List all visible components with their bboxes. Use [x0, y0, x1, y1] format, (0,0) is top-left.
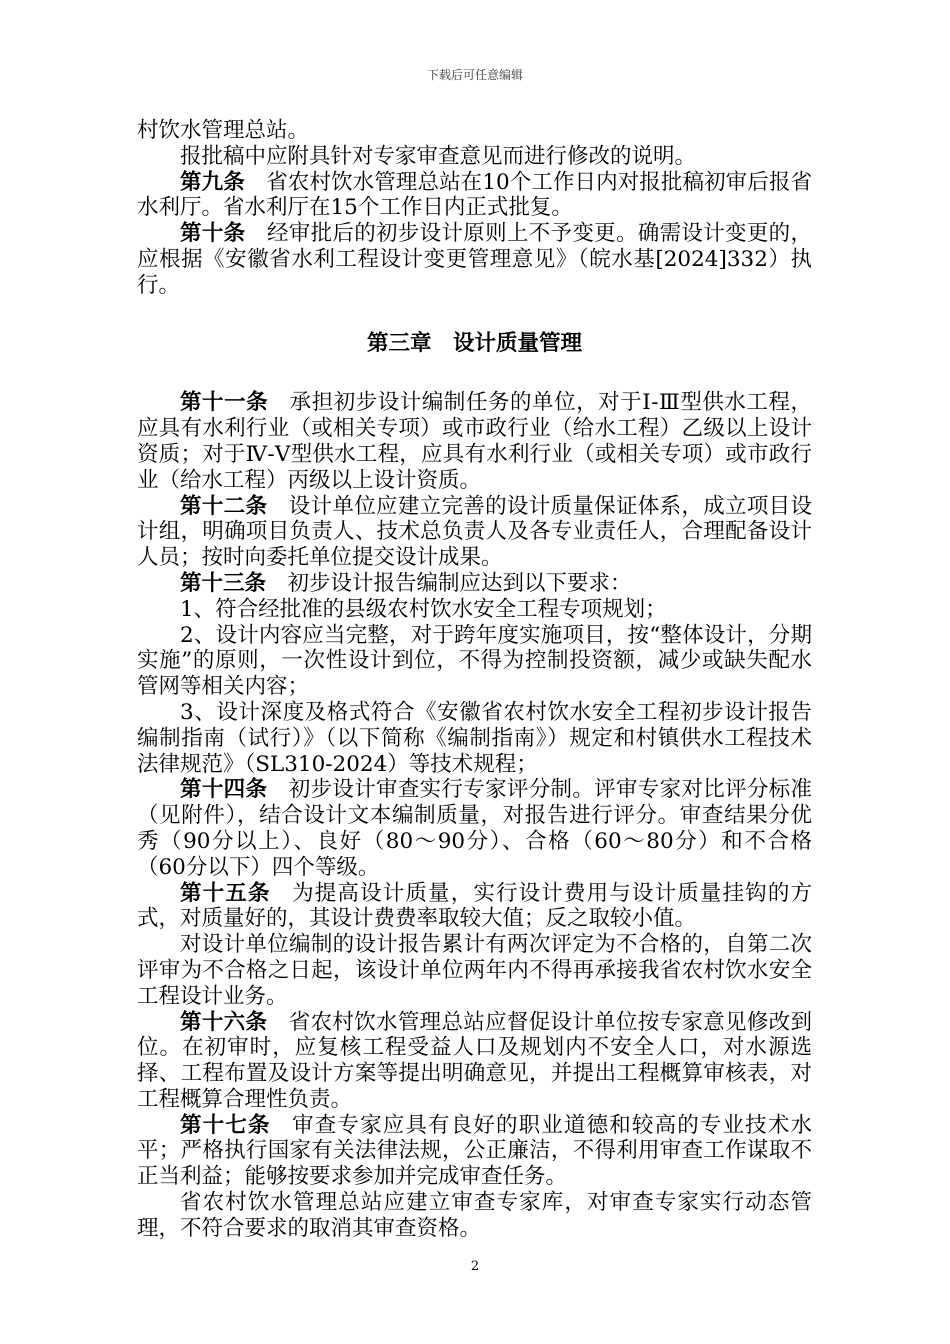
paragraph-text: 承担初步设计编制任务的单位，对于Ⅰ-Ⅲ型供水工程，应具有水利行业（或相关专项）或市政行业（给水工程）乙级以上设计资质；对于Ⅳ-Ⅴ型供水工程，应具有水利行业（或相关专项）或市政行业（给水工程）丙级以上设计资质。	[137, 390, 812, 493]
article-label: 第十三条	[180, 570, 267, 596]
paragraph	[137, 221, 812, 298]
article-label: 第十七条	[180, 1112, 271, 1138]
paragraph-text: 审查专家应具有良好的职业道德和较高的专业技术水平；严格执行国家有关法律法规，公正廉洁，不得利用审查工作谋取不正当利益；能够按要求参加并完成审查任务。	[137, 1112, 812, 1190]
article-label: 第十一条	[180, 390, 269, 416]
page-number: 2	[470, 1259, 480, 1274]
document-body	[137, 118, 812, 1242]
paragraph	[137, 144, 812, 170]
article-label: 第十五条	[180, 880, 271, 906]
paragraph-text: 省农村饮水管理总站在10个工作日内对报批稿初审后报省水利厅。省水利厅在15个工作日内正式批复。	[137, 169, 812, 221]
paragraph-text: 3、设计深度及格式符合《安徽省农村饮水安全工程初步设计报告编制指南（试行）》（以下简称《编制指南》）规定和村镇供水工程技术法律规范》（SL310-2024）等技术规程；	[137, 699, 812, 777]
paragraph-text: 报批稿中应附具针对专家审查意见而进行修改的说明。	[180, 143, 697, 169]
paragraph	[137, 390, 812, 493]
paragraph-text: 初步设计审查实行专家评分制。评审专家对比评分标准（见附件），结合设计文本编制质量，对报告进行评分。审查结果分优秀（90分以上）、良好（80～90分）、合格（60～80分）和不合格（60分以下）四个等级。	[137, 777, 812, 880]
paragraph	[137, 170, 812, 222]
page-header: 下载后可任意编辑	[426, 68, 523, 82]
paragraph-text: 村饮水管理总站。	[137, 118, 310, 143]
paragraph	[137, 881, 812, 933]
chapter-title: 第三章 设计质量管理	[366, 330, 582, 356]
paragraph-text: 2、设计内容应当完整，对于跨年度实施项目，按“整体设计，分期实施”的原则，一次性设计到位，不得为控制投资额，减少或缺失配水管网等相关内容；	[137, 622, 812, 700]
paragraph	[137, 623, 812, 700]
paragraph-text: 省农村饮水管理总站应督促设计单位按专家意见修改到位。在初审时，应复核工程受益人口及规划内不安全人口，对水源选择、工程布置及设计方案等提出明确意见，并提出工程概算审核表，对工程概算合理性负责。	[137, 1009, 812, 1112]
paragraph-group-chapter-2-end	[137, 118, 812, 299]
paragraph-text: 为提高设计质量，实行设计费用与设计质量挂钩的方式，对质量好的，其设计费费率取较大值；反之取较小值。	[137, 880, 812, 932]
paragraph	[137, 571, 812, 597]
paragraph	[137, 1113, 812, 1190]
paragraph	[137, 494, 812, 571]
article-label: 第九条	[180, 169, 245, 195]
article-label: 第十四条	[180, 777, 268, 803]
paragraph-text: 经审批后的初步设计原则上不予变更。确需设计变更的，应根据《安徽省水利工程设计变更管理意见》（皖水基[2024]332）执行。	[137, 221, 812, 298]
paragraph-text: 省农村饮水管理总站应建立审查专家库，对审查专家实行动态管理，不符合要求的取消其审查资格。	[137, 1190, 812, 1241]
paragraph-text: 1、符合经批准的县级农村饮水安全工程专项规划；	[180, 596, 667, 622]
paragraph	[137, 932, 812, 1009]
paragraph	[137, 118, 812, 144]
paragraph-text: 设计单位应建立完善的设计质量保证体系，成立项目设计组，明确项目负责人、技术总负责人及各专业责任人，合理配备设计人员；按时向委托单位提交设计成果。	[137, 493, 812, 571]
article-label: 第十条	[180, 221, 246, 247]
paragraph	[137, 777, 812, 880]
paragraph	[137, 1010, 812, 1113]
article-label: 第十六条	[180, 1009, 268, 1035]
paragraph	[137, 700, 812, 777]
paragraph-group-chapter-3	[137, 390, 812, 1241]
paragraph	[137, 597, 812, 623]
article-label: 第十二条	[180, 493, 268, 519]
paragraph-text: 初步设计报告编制应达到以下要求：	[287, 570, 632, 596]
paragraph-text: 对设计单位编制的设计报告累计有两次评定为不合格的，自第二次评审为不合格之日起，该设计单位两年内不得再承接我省农村饮水安全工程设计业务。	[137, 932, 812, 1009]
paragraph	[137, 1190, 812, 1242]
